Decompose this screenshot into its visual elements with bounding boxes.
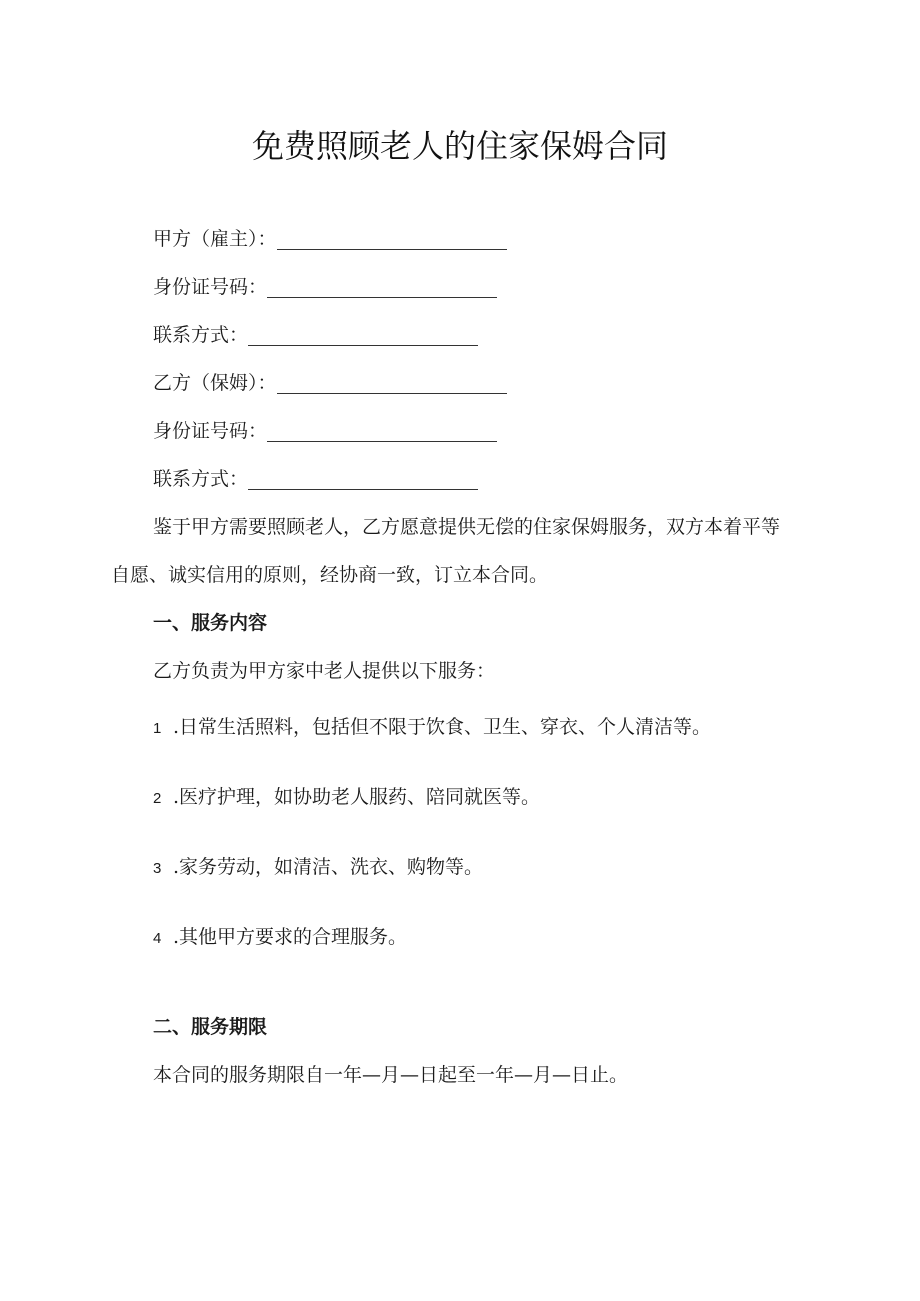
field-label: 身份证号码： — [153, 420, 268, 442]
intro-line-2: 自愿、诚实信用的原则，经协商一致，订立本合同。 — [111, 564, 549, 586]
blank-line[interactable] — [277, 392, 507, 394]
intro-line-1: 鉴于甲方需要照顾老人，乙方愿意提供无偿的住家保姆服务，双方本着平等 — [153, 516, 781, 538]
blank-line[interactable] — [267, 440, 497, 442]
service-term-text: 本合同的服务期限自一年—月—日起至一年—月—日止。 — [153, 1064, 629, 1086]
section-heading-service-term: 二、服务期限 — [153, 1016, 268, 1038]
nanny-id-field[interactable] — [153, 414, 497, 444]
employer-contact-field[interactable] — [153, 318, 478, 348]
item-number: 1 — [153, 720, 162, 737]
employer-name-field[interactable] — [153, 222, 507, 252]
item-text: .医疗护理，如协助老人服药、陪同就医等。 — [173, 786, 541, 808]
blank-line[interactable] — [248, 488, 478, 490]
item-text: .家务劳动，如清洁、洗衣、购物等。 — [173, 856, 484, 878]
employer-id-field[interactable] — [153, 270, 497, 300]
item-text: .日常生活照料，包括但不限于饮食、卫生、穿衣、个人清洁等。 — [173, 716, 712, 738]
document-title: 免费照顾老人的住家保姆合同 — [251, 127, 668, 165]
field-label: 联系方式： — [153, 468, 249, 490]
list-item — [153, 924, 407, 952]
field-label: 乙方（保姆）： — [153, 372, 277, 394]
section-lead: 乙方负责为甲方家中老人提供以下服务： — [153, 660, 496, 682]
nanny-contact-field[interactable] — [153, 462, 478, 492]
list-item — [153, 854, 483, 882]
field-label: 身份证号码： — [153, 276, 268, 298]
item-number: 2 — [153, 790, 162, 807]
blank-line[interactable] — [267, 296, 497, 298]
section-heading-service-content: 一、服务内容 — [153, 612, 268, 634]
item-number: 3 — [153, 860, 162, 877]
blank-line[interactable] — [248, 344, 478, 346]
item-text: .其他甲方要求的合理服务。 — [173, 926, 408, 948]
blank-line[interactable] — [277, 248, 507, 250]
nanny-name-field[interactable] — [153, 366, 507, 396]
field-label: 联系方式： — [153, 324, 249, 346]
list-item — [153, 714, 711, 742]
list-item — [153, 784, 540, 812]
item-number: 4 — [153, 930, 162, 947]
field-label: 甲方（雇主）： — [153, 228, 277, 250]
